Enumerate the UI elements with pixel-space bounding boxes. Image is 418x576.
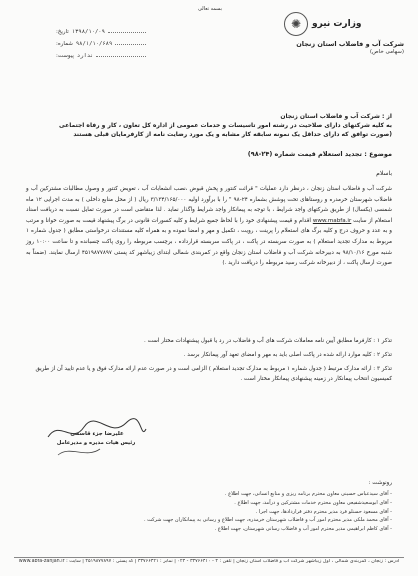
- number-dots: [115, 40, 146, 45]
- date-value: ۱۳۹۸/۱۰/۰۹: [71, 29, 105, 35]
- footer-address: آدرس : زنجان ، کمربندی شمالی ، اول زیباشهر شرکت آب و فاضلاب استان زنجان | تلفن : ۴ - ۳۳۷۶۶۴۱۰ - ۰۲۴ | نمابر : ۳۳۷۶۶۴۲۱ | کد پستی : ۴۵۱۹۸۷۷۸۹۷ | سایت : www.abfa-zanjan.ir: [18, 559, 400, 564]
- ministry-logo-icon: ✺: [284, 12, 308, 36]
- meta-attachment-row: [56, 52, 146, 59]
- cc-item: - آقای ابوسعیدشفیعی معاون محترم خدمات مشترکین و درآمد، جهت اطلاع .: [72, 499, 392, 508]
- letter-meta: [56, 28, 146, 64]
- address-block: [26, 112, 392, 139]
- signature-block: [40, 415, 150, 465]
- signer-name: علیرضا جزء قاسمی: [70, 431, 124, 437]
- signer-title: رئیس هیات مدیره و مدیرعامل: [56, 440, 136, 446]
- cc-item: - آقای محمد ملکی مدیر محترم امور آب و فاضلاب شهرستان خرمدره، جهت اطلاع و رسانی به پیمانکاران جهت شرکت .: [72, 516, 392, 525]
- cc-item: - آقای مسعود حسنلو فرد مدیر محترم دفتر قراردادها، جهت اجرا .: [72, 508, 392, 517]
- meta-number-row: [56, 40, 146, 47]
- footer-divider: [14, 557, 404, 558]
- number-value: ۹۸/۱/۱۰/۶۸۹: [75, 41, 113, 47]
- body-paragraph: [26, 184, 392, 269]
- date-label: تاریخ:: [56, 29, 69, 35]
- bismillah-text: بسمه تعالی: [197, 6, 223, 12]
- note-1: تذکر ۱ : کارفرما مطابق آیین نامه معاملات شرکت های آب و فاضلاب در رد یا قبول پیشنهادات مختار است .: [144, 338, 392, 344]
- meta-date-row: [56, 28, 146, 35]
- attachment-value: ندارد: [76, 53, 94, 59]
- date-dots: [108, 28, 146, 33]
- note-2: تذکر ۲ : کلیه موارد ارائه شده در پاکت اصلی باید به مهر و امضای تعهد آور پیمانکار برسد .: [183, 352, 392, 358]
- subject-line: موضوع : تجدید استعلام قیمت شماره (۲۴-۹۸): [247, 150, 392, 158]
- cc-item: - آقای سیدعباس حسینی معاون محترم برنامه ریزی و منابع انسانی، جهت اطلاع .: [72, 490, 392, 499]
- attachment-label: پیوست:: [56, 53, 74, 59]
- company-type: (سهامی خاص): [369, 49, 404, 55]
- body-text-part2: اقدام و قیمت پیشنهادی خود را با لحاظ جمیع شرایط و کلیه کسورات قانونی در برگ پیشنهاد قیمت به صورت خوانا و مرتب و به عدد و حروف درج و کلیه برگ های استعلام را پرینت ، رویت ، تکمیل و مهر و امضا نموده و به همراه کلیه مستندات درخواستی مطابق ( جدول شماره ۱ مربوط به مدارک تجدید استعلام ) به صورت سربسته در پاکت ، در پاکت سربسته قرارداده ، برچسب مربوطه را روی پاکت چسبانده و تا ساعت ۱۰:۰۰ روز شنبه مورخ ۹۸/۱۰/۱۶ به دبیرخانه شرکت آب و فاضلاب استان زنجان واقع در کمربندی شمالی ابتدای زیباشهر کد پستی ۴۵۱۹۸۷۷۸۹۷ ارسال نمایند. (ضمناً به صورت ارسال پاکت ، از دبیرخانه شرکت رسید مربوطه را دریافت دارید .): [26, 217, 392, 267]
- cc-item: - آقای کاظم ابراهیمی مدیر محترم امور آب و فاضلاب رسانی شهرستان، جهت اطلاع .: [72, 525, 392, 534]
- ministry-name: وزارت نیرو: [312, 19, 362, 29]
- attachment-dots: [96, 52, 146, 57]
- number-label: شماره:: [56, 41, 73, 47]
- address-from: از : شرکت آب و فاضلاب استان زنجان: [280, 113, 392, 120]
- letterhead: [284, 12, 404, 55]
- body-text-part1: شرکت آب و فاضلاب استان زنجان ، درنظر دارد عملیات " قرائت کنتور و پخش قبوض ،نصب انشعابات آب ، تعویض کنتور و وصول مطالبات مشترکین آب و فاضلاب شهرستان خرمدره و روستاهای تحت پوشش بشماره ۲۴-۹۸ " را با برآورد اولیه ۳/۱۳۴/۱۶۵/۰۰۰ ریال ( از محل منابع داخلی ) به مدت اجرایی ۱۲ ماه شمسی (یکسال) از طریق شرکتهای واجد شرایط ، با توجه به پیمانکار واجد شرایط واگذار نماید . لذا متقاضی است در صورت تمایل نسبت به دریافت اسناد استعلام از سایت: [26, 186, 393, 224]
- greeting: باسلام: [376, 170, 392, 177]
- cc-label: رونوشت :: [368, 480, 392, 486]
- company-name: شرکت آب و فاضلاب استان زنجان: [296, 40, 404, 48]
- note-3: تذکر ۳ : ارائه مدارک مرتبط ( جدول شماره ۱ مربوط به مدارک تجدید استعلام ) الزامی است و در صورت عدم ارائه مدارک فوق و یا عدم تایید آن از طریق کمیسیون انتخاب پیمانکار در زمینه پیشنهادی پیمانکار مختار است .: [35, 366, 392, 383]
- address-condition: (صورت توافق که دارای حداقل یک نمونه سابقه کار مشابه و یک مورد رضایت نامه از کارفرمایان قبلی هستند: [73, 131, 392, 138]
- website-link[interactable]: www.mabfa.ir: [312, 217, 352, 224]
- address-to: به کلیه شرکتهای دارای صلاحیت در رشته امور تاسیسات و خدمات عمومی از اداره کل تعاون ، کار و رفاه اجتماعی: [59, 122, 392, 129]
- cc-list: [72, 490, 392, 534]
- ministry-row: [284, 12, 404, 36]
